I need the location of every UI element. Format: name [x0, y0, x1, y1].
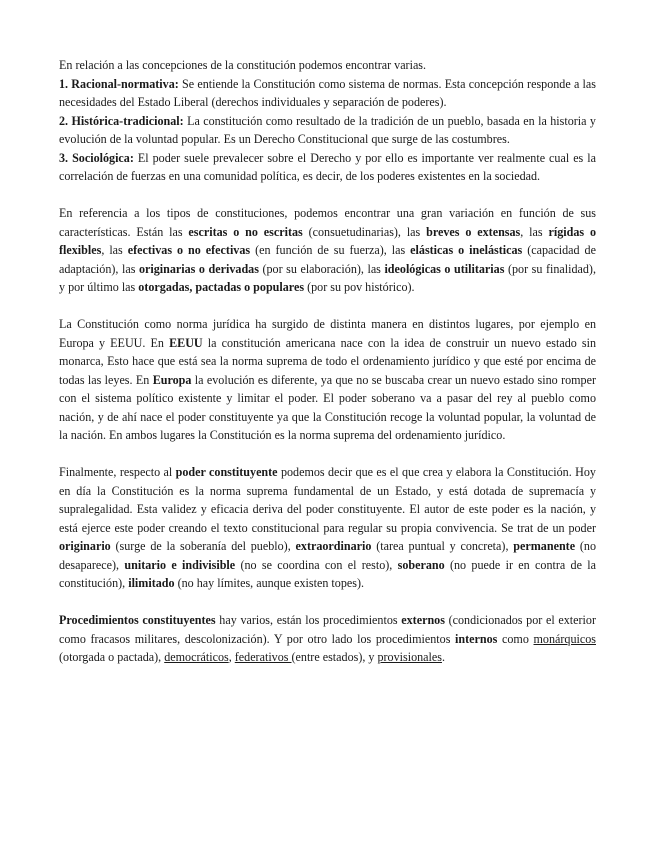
concepcion-text: Se entiende la Constitución como sistema de normas. Esta concepción responde a las necesidades del Estado Liberal (derechos individuales y separación de poderes).: [59, 76, 596, 109]
concepcion-text: El poder suele prevalecer sobre el Derecho y por ello es importante ver realmente cual es la correlación de fuerzas en una comunidad política, es decir, de los poderes existentes en la sociedad.: [59, 150, 596, 183]
text-run: La Constitución como norma jurídica ha surgido de distinta manera en distintos lugares, por ejemplo en Europa y EEUU. En: [59, 317, 596, 350]
text-run: la evolución es diferente, ya que no se buscaba crear un nuevo estado sino romper con el sistema político existente y limitar el poder. El poder soberano va a pasar del rey al pueblo como nación, y de ahí nace el poder constituyente ya que la Constitución recoge la voluntad popular, la voluntad de la nación. En ambos lugares la Constitución es la norma suprema del ordenamiento jurídico.: [59, 372, 596, 442]
text-run: la constitución americana nace con la idea de construir un nuevo estado sin monarca, Esto hace que está sea la norma suprema de todo el ordenamiento jurídico y que esté por encima de todas las leyes. En: [59, 335, 597, 387]
text-run: , las: [520, 224, 549, 239]
text-run: En referencia a los tipos de constituciones, podemos encontrar una gran variación en función de sus características. Están las: [59, 206, 596, 239]
concepcion-label: 2. Histórica-tradicional:: [59, 113, 184, 128]
bold-term: externos: [401, 613, 445, 627]
concepcion-label: 3. Sociológica:: [59, 150, 134, 165]
norma-juridica-paragraph: [59, 315, 596, 445]
bold-term: poder constituyente: [175, 465, 278, 479]
text-run: (consuetudinarias), las: [302, 224, 427, 239]
bold-term: otorgadas, pactadas o populares: [138, 280, 305, 294]
text-run: podemos decir que es el que crea y elabora la Constitución. Hoy en día la Constitución es la norma suprema fundamental de un Estado, y está dotada de supremacía y supralegalidad. Esta validez y eficacia deriva del poder constituyente. El autor de este poder es la nación, y está ejerce este poder creando el texto constitucional para regular su propia convivencia. Se trat de un poder: [59, 465, 596, 535]
bold-term: unitario e indivisible: [124, 557, 236, 572]
bold-term: Europa: [152, 372, 192, 387]
text-run: (entre estados), y: [291, 650, 378, 664]
text-run: (no se coordina con el resto),: [235, 557, 398, 572]
text-run: (surge de la soberanía del pueblo),: [110, 539, 296, 553]
text-run: (tarea puntual y concreta),: [371, 539, 514, 553]
concepcion-label: 1. Racional-normativa:: [59, 76, 179, 91]
underlined-term: monárquicos: [533, 631, 596, 646]
text-run: (por su elaboración), las: [258, 261, 385, 276]
tipos-constituciones-paragraph: [59, 204, 596, 297]
text-run: (en función de su fuerza), las: [250, 243, 411, 257]
bold-term: ideológicas o utilitarias: [384, 261, 505, 276]
concepciones-intro: En relación a las concepciones de la constitución podemos encontrar varias.: [59, 58, 427, 72]
text-run: hay varios, están los procedimientos: [215, 613, 402, 627]
bold-term: efectivas o no efectivas: [127, 243, 251, 257]
text-run: (no desaparece),: [59, 539, 596, 572]
bold-term: soberano: [397, 557, 445, 572]
bold-term: permanente: [513, 539, 576, 553]
poder-constituyente-paragraph: [59, 463, 596, 593]
bold-term: originario: [59, 539, 111, 553]
bold-term: extraordinario: [295, 539, 372, 553]
bold-term: breves o extensas: [426, 224, 521, 239]
concepcion-item-historica: [59, 112, 596, 149]
bold-term: Procedimientos constituyentes: [59, 613, 216, 627]
text-run: ,: [228, 650, 235, 664]
text-run: (no hay límites, aunque existen topes).: [174, 576, 365, 590]
procedimientos-paragraph: [59, 611, 596, 667]
text-run: como: [497, 631, 534, 646]
text-run: .: [441, 650, 445, 664]
bold-term: escritas o no escritas: [188, 224, 303, 239]
text-run: (condicionados por el exterior como fracasos militares, descolonización). Y por otro lado los procedimientos: [59, 613, 596, 646]
text-run: (otorgada o pactada),: [59, 650, 165, 664]
underlined-term: provisionales: [377, 650, 442, 664]
bold-term: rígidas o flexibles: [59, 224, 596, 257]
bold-term: EEUU: [169, 335, 203, 350]
text-run: Finalmente, respecto al: [59, 465, 176, 479]
bold-term: originarias o derivadas: [138, 261, 259, 276]
bold-term: internos: [455, 631, 498, 646]
concepcion-item-racional: [59, 75, 596, 112]
bold-term: ilimitado: [128, 576, 175, 590]
bold-term: elásticas o inelásticas: [410, 243, 523, 257]
concepcion-text: La constitución como resultado de la tradición de un pueblo, basada en la historia y evolución de la voluntad popular. Es un Derecho Constitucional que surge de las costumbres.: [59, 113, 596, 146]
concepcion-item-sociologica: [59, 149, 596, 186]
text-run: (capacidad de adaptación), las: [59, 243, 596, 276]
underlined-term: federativos: [234, 650, 292, 664]
text-run: (por su pov histórico).: [304, 280, 415, 294]
text-run: (no puede ir en contra de la constitución),: [59, 557, 597, 590]
text-run: , las: [101, 243, 128, 257]
underlined-term: democráticos: [164, 650, 229, 664]
text-run: (por su finalidad), y por último las: [59, 261, 596, 294]
